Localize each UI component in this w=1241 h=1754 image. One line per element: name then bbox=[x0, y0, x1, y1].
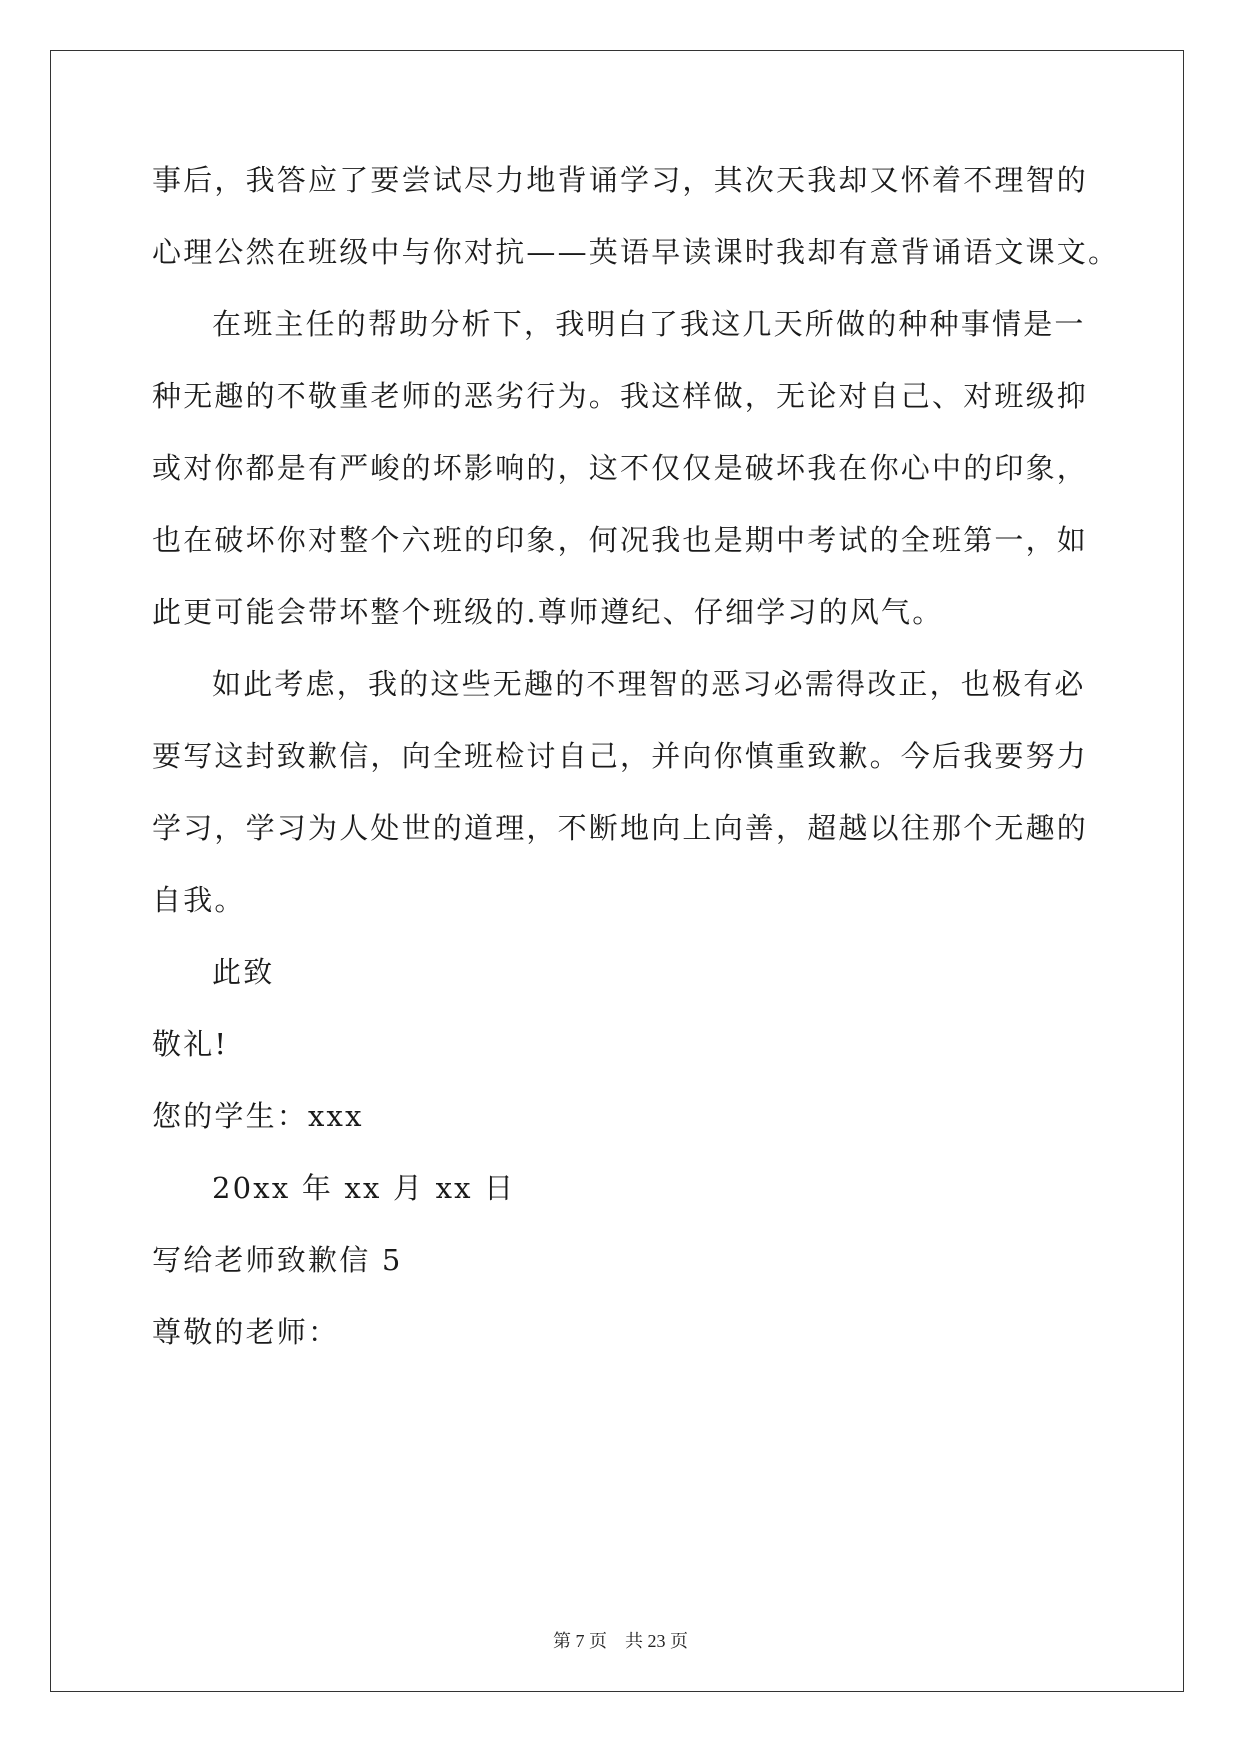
greeting-line: 尊敬的老师： bbox=[152, 1315, 340, 1349]
section-heading: 写给老师致歉信 5 bbox=[152, 1243, 403, 1277]
page-total: 共 23 页 bbox=[625, 1631, 688, 1651]
text-line: 也在破坏你对整个六班的印象，何况我也是期中考试的全班第一，如 bbox=[152, 523, 1089, 557]
text-line: 心理公然在班级中与你对抗——英语早读课时我却有意背诵语文课文。 bbox=[152, 235, 1120, 269]
text-line: 自我。 bbox=[152, 883, 246, 917]
page-number: 第 7 页 bbox=[553, 1631, 607, 1651]
date-line: 20xx 年 xx 月 xx 日 bbox=[212, 1171, 516, 1205]
signature-line: 您的学生：xxx bbox=[152, 1099, 364, 1133]
text-line: 要写这封致歉信，向全班检讨自己，并向你慎重致歉。今后我要努力 bbox=[152, 739, 1089, 773]
page-footer bbox=[0, 1627, 1241, 1653]
closing-salutation: 此致 bbox=[212, 955, 275, 989]
text-line: 在班主任的帮助分析下，我明白了我这几天所做的种种事情是一 bbox=[212, 307, 1086, 341]
text-line: 事后，我答应了要尝试尽力地背诵学习，其次天我却又怀着不理智的 bbox=[152, 163, 1089, 197]
text-line: 种无趣的不敬重老师的恶劣行为。我这样做，无论对自己、对班级抑 bbox=[152, 379, 1089, 413]
text-line: 此更可能会带坏整个班级的.尊师遵纪、仔细学习的风气。 bbox=[152, 595, 944, 629]
page-border bbox=[50, 50, 1184, 1692]
text-line: 或对你都是有严峻的坏影响的，这不仅仅是破坏我在你心中的印象， bbox=[152, 451, 1089, 485]
closing-regards: 敬礼! bbox=[152, 1027, 229, 1061]
text-line: 如此考虑，我的这些无趣的不理智的恶习必需得改正，也极有必 bbox=[212, 667, 1086, 701]
text-line: 学习，学习为人处世的道理，不断地向上向善，超越以往那个无趣的 bbox=[152, 811, 1089, 845]
